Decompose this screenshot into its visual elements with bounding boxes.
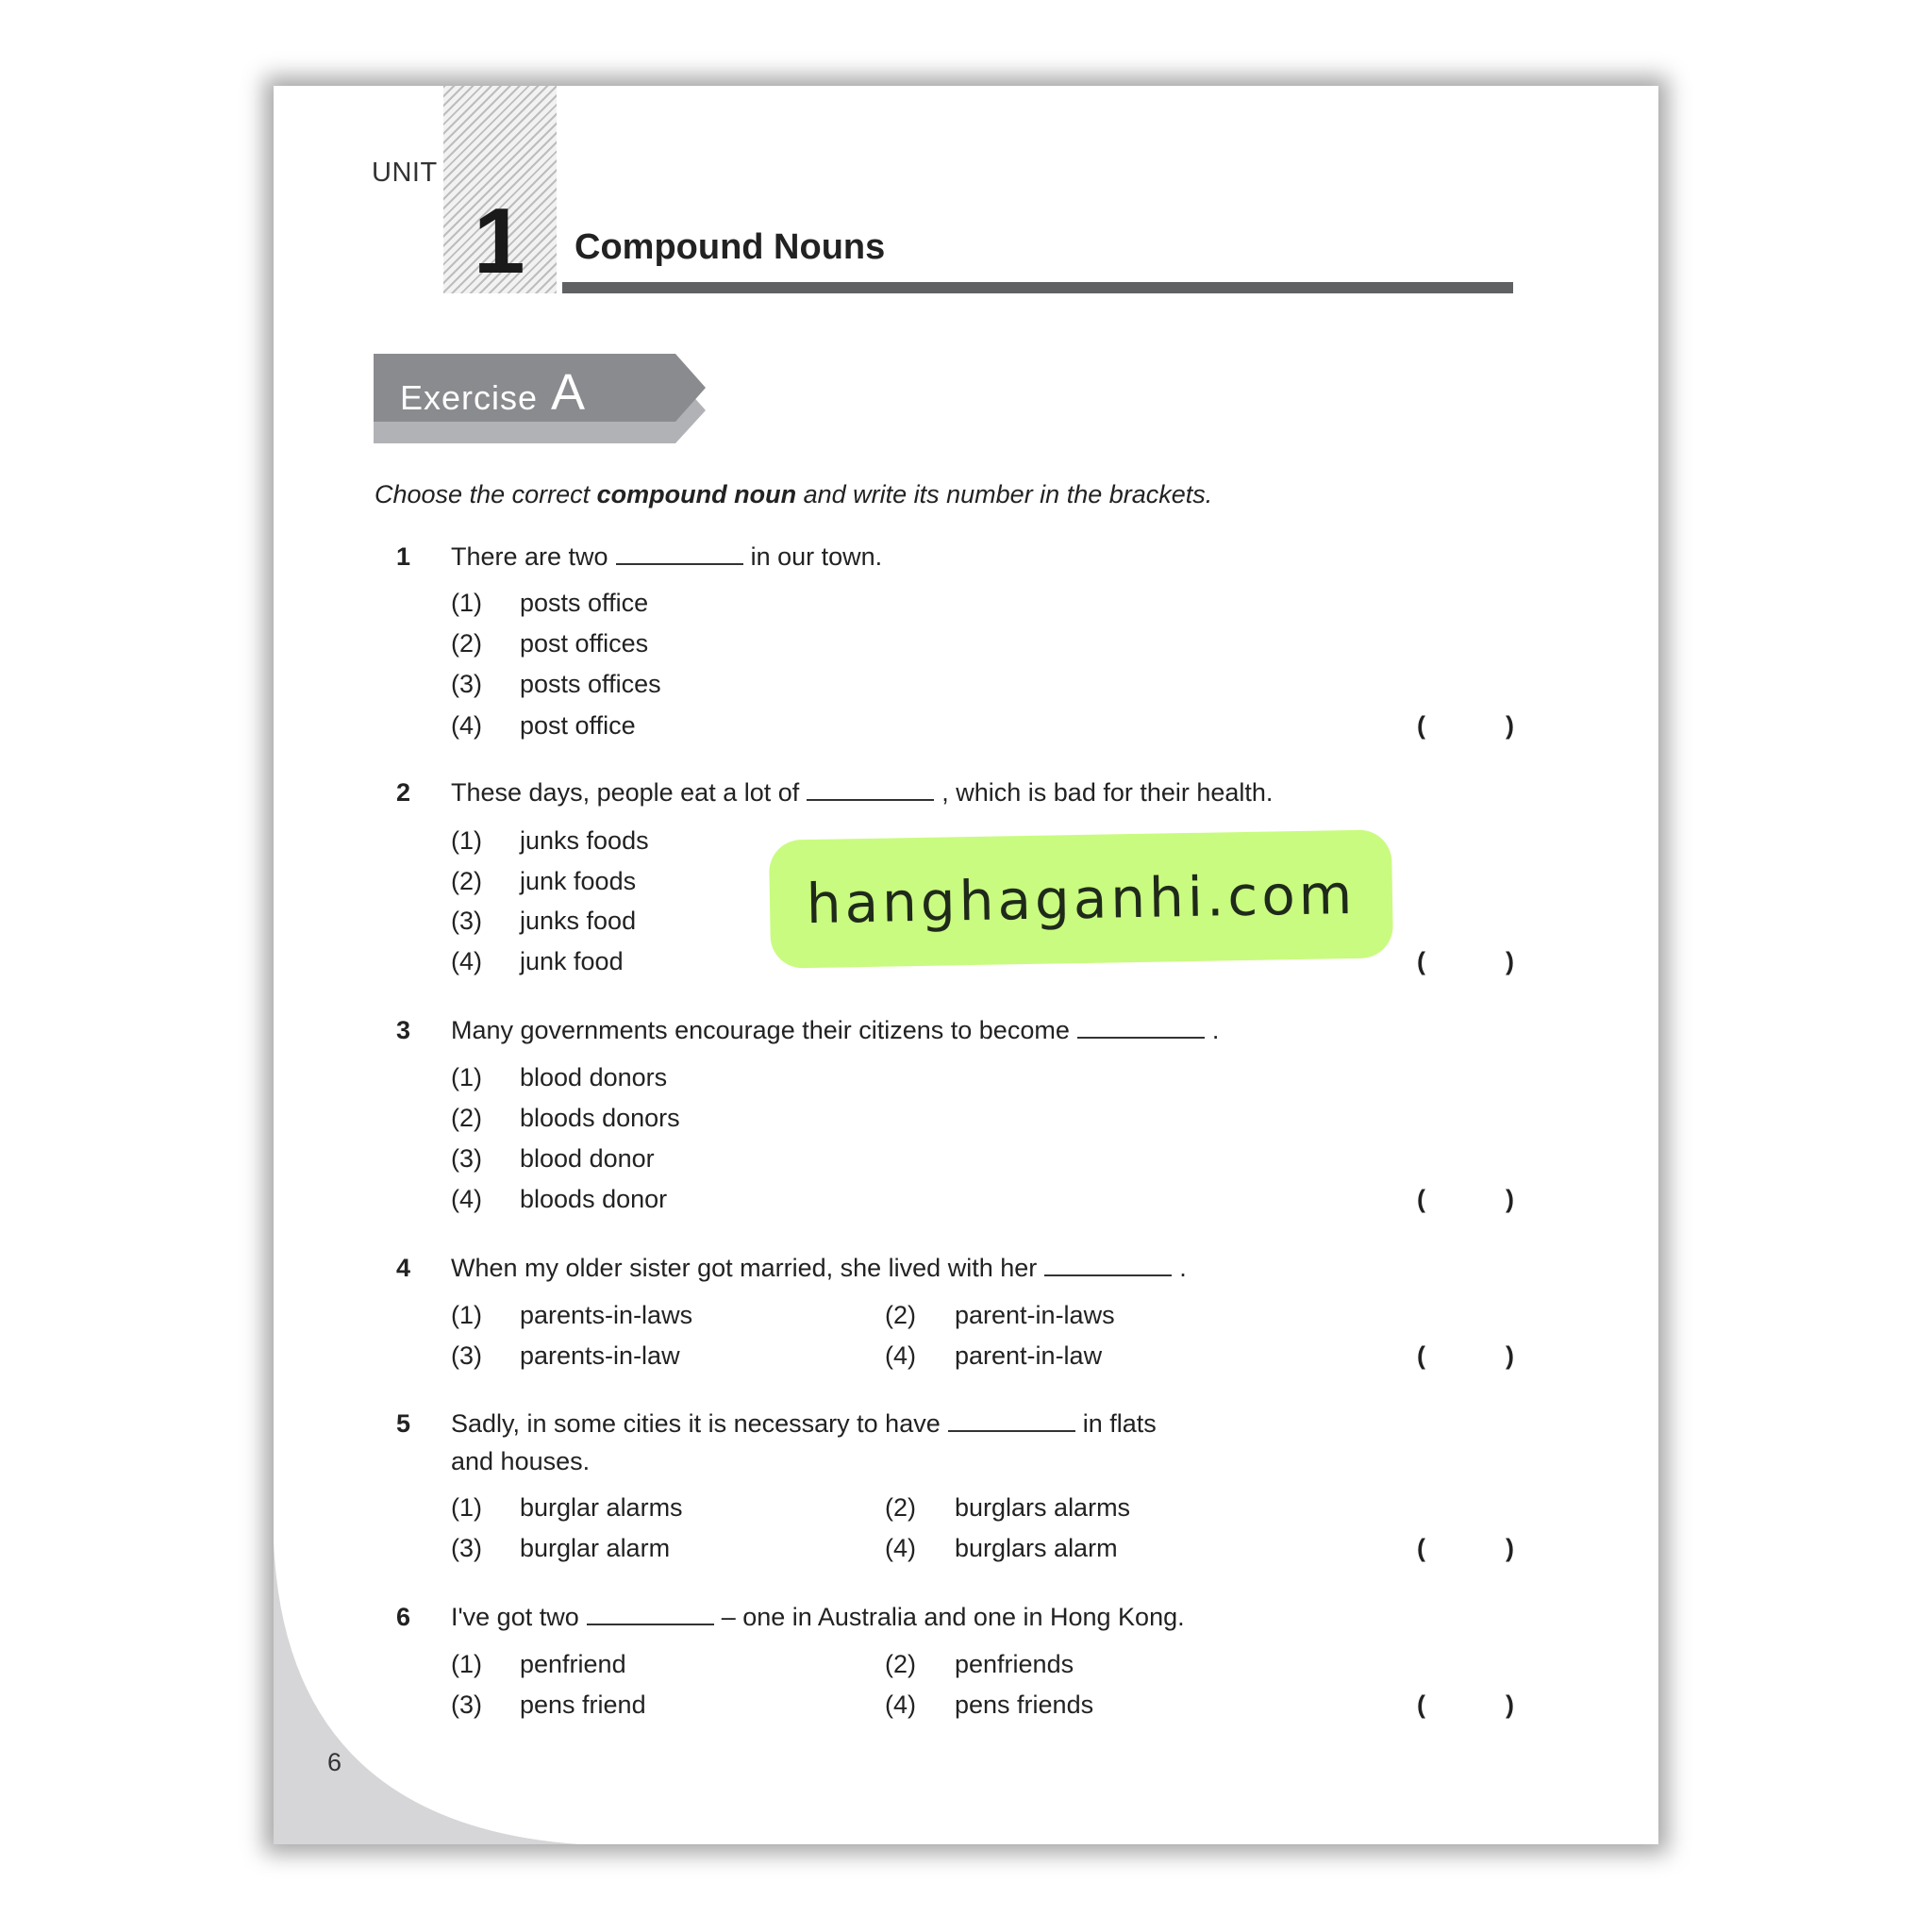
answer-blank (1044, 1254, 1172, 1276)
question-text-after: in our town. (750, 542, 883, 571)
answer-bracket-field[interactable] (1432, 711, 1507, 741)
option-text: blood donors (520, 1063, 668, 1091)
option-text: junks food (520, 907, 637, 935)
question-text-after: – one in Australia and one in Hong Kong. (721, 1603, 1185, 1631)
answer-bracket-field[interactable] (1432, 1185, 1507, 1215)
option-text: burglars alarms (955, 1493, 1131, 1522)
option-number: (1) (451, 1493, 482, 1522)
option-number: (1) (451, 1301, 482, 1329)
question-text-line2: and houses. (451, 1447, 591, 1475)
option-text: penfriend (520, 1650, 626, 1678)
option-text: pens friends (955, 1690, 1094, 1719)
question-number: 4 (396, 1254, 411, 1282)
exercise-letter: A (551, 364, 587, 421)
question-text-before: Many governments encourage their citizens to become (451, 1016, 1070, 1044)
watermark: hanghaganhi.com (769, 829, 1393, 968)
question-text-after: , which is bad for their health. (941, 778, 1274, 807)
question-text (451, 1254, 1187, 1283)
question-text (451, 542, 882, 572)
option-text: blood donor (520, 1144, 655, 1173)
option-number: (2) (451, 1104, 482, 1132)
option-number: (1) (451, 1650, 482, 1678)
answer-blank (616, 542, 743, 565)
option-number: (1) (451, 826, 482, 855)
unit-number: 1 (474, 189, 525, 292)
option-text: junk food (520, 947, 624, 975)
answer-blank (948, 1409, 1075, 1432)
question-text (451, 778, 1273, 808)
question-text (451, 1016, 1219, 1045)
option-number: (1) (451, 589, 482, 617)
option-number: (2) (451, 629, 482, 658)
question-number: 3 (396, 1016, 411, 1044)
option-number: (4) (451, 947, 482, 975)
bracket-open: ( (1417, 1185, 1425, 1213)
option-number: (2) (885, 1301, 916, 1329)
option-text: burglar alarms (520, 1493, 683, 1522)
question-text-after: . (1179, 1254, 1187, 1282)
option-number: (2) (885, 1650, 916, 1678)
option-number: (3) (451, 1341, 482, 1370)
workbook-page (274, 86, 1658, 1844)
bracket-close: ) (1506, 1534, 1514, 1562)
bracket-open: ( (1417, 1341, 1425, 1370)
option-number: (2) (451, 867, 482, 895)
question-text (451, 1409, 1157, 1439)
title-rule (562, 282, 1513, 293)
option-number: (3) (451, 1690, 482, 1719)
option-text: penfriends (955, 1650, 1074, 1678)
option-text: burglars alarm (955, 1534, 1118, 1562)
option-number: (4) (885, 1534, 916, 1562)
unit-label: UNIT (372, 158, 438, 188)
option-text: parent-in-laws (955, 1301, 1115, 1329)
question-text-before: There are two (451, 542, 608, 571)
answer-bracket-field[interactable] (1432, 947, 1507, 977)
option-number: (4) (451, 711, 482, 740)
option-number: (2) (885, 1493, 916, 1522)
option-number: (3) (451, 1534, 482, 1562)
bracket-close: ) (1506, 1185, 1514, 1213)
question-text-before: These days, people eat a lot of (451, 778, 800, 807)
question-text-after: . (1211, 1016, 1220, 1044)
option-text: pens friend (520, 1690, 646, 1719)
instruction-text: Choose the correct (375, 480, 597, 508)
page-number: 6 (327, 1748, 342, 1776)
question-text-before: When my older sister got married, she lived with her (451, 1254, 1038, 1282)
bracket-open: ( (1417, 947, 1425, 975)
option-number: (3) (451, 907, 482, 935)
question-text-after: in flats (1082, 1409, 1157, 1438)
bracket-open: ( (1417, 711, 1425, 740)
question-number: 1 (396, 542, 411, 571)
bracket-open: ( (1417, 1534, 1425, 1562)
instruction (375, 480, 1212, 509)
bracket-close: ) (1506, 947, 1514, 975)
option-text: parents-in-laws (520, 1301, 693, 1329)
option-text: posts office (520, 589, 649, 617)
answer-blank (807, 778, 934, 801)
exercise-banner (374, 354, 713, 443)
option-number: (3) (451, 670, 482, 698)
page-title: Compound Nouns (575, 227, 886, 267)
instruction-bold: compound noun (596, 480, 797, 508)
exercise-label: Exercise (400, 378, 539, 417)
bracket-close: ) (1506, 1341, 1514, 1370)
answer-blank (587, 1603, 714, 1625)
bracket-open: ( (1417, 1690, 1425, 1719)
option-number: (4) (451, 1185, 482, 1213)
option-number: (4) (885, 1341, 916, 1370)
instruction-text-end: and write its number in the brackets. (796, 480, 1213, 508)
question-number: 6 (396, 1603, 411, 1631)
answer-bracket-field[interactable] (1432, 1534, 1507, 1564)
question-number: 2 (396, 778, 411, 807)
question-number: 5 (396, 1409, 411, 1438)
question-text (451, 1603, 1185, 1632)
option-text: post offices (520, 629, 649, 658)
option-text: parent-in-law (955, 1341, 1103, 1370)
answer-bracket-field[interactable] (1432, 1690, 1507, 1721)
bracket-close: ) (1506, 1690, 1514, 1719)
option-number: (3) (451, 1144, 482, 1173)
option-text: junks foods (520, 826, 649, 855)
option-text: bloods donors (520, 1104, 680, 1132)
answer-blank (1077, 1016, 1205, 1039)
option-number: (4) (885, 1690, 916, 1719)
question-text-before: I've got two (451, 1603, 579, 1631)
option-text: parents-in-law (520, 1341, 680, 1370)
bracket-close: ) (1506, 711, 1514, 740)
option-text: bloods donor (520, 1185, 668, 1213)
option-text: burglar alarm (520, 1534, 671, 1562)
question-text-before: Sadly, in some cities it is necessary to have (451, 1409, 941, 1438)
option-number: (1) (451, 1063, 482, 1091)
option-text: junk foods (520, 867, 637, 895)
option-text: posts offices (520, 670, 661, 698)
answer-bracket-field[interactable] (1432, 1341, 1507, 1372)
option-text: post office (520, 711, 636, 740)
